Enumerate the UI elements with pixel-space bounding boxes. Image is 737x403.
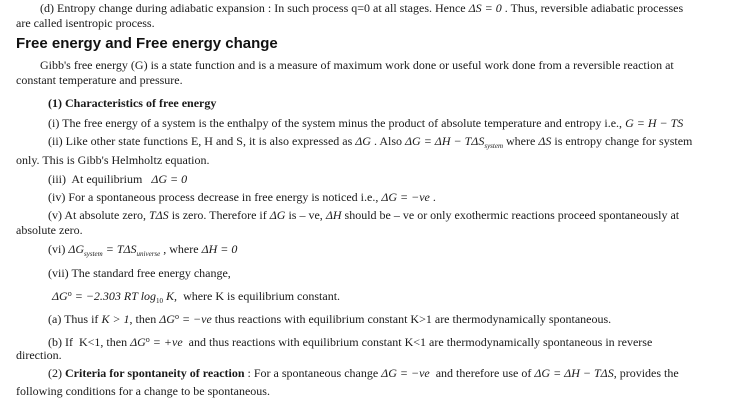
point-b-continued [16,348,62,362]
math-expression: K > 1 [101,312,130,326]
text: , then [129,312,160,326]
criteria-spontaneity-line [48,366,679,380]
text: (v) At absolute zero, [48,208,149,222]
subheading-text: (1) Characteristics of free energy [48,96,217,110]
text: (d) Entropy change during adiabatic expansion : In such process q=0 at all stages. Hence [40,1,469,15]
point-i [48,116,683,130]
text: (a) Thus if [48,312,102,326]
text: : For a spontaneous change [244,366,382,380]
gibbs-definition-line-2 [16,73,183,87]
math-expression: ΔG [52,289,68,303]
text: where [503,134,539,148]
point-b [48,333,652,349]
math-expression: ΔG [269,208,286,222]
math-expression: ΔG = −ve [381,366,430,380]
math-expression: = −ve [178,312,212,326]
point-iii [48,172,187,186]
text: thus reactions with equilibrium constant K>1 are thermodynamically spontaneous. [211,312,612,326]
entropy-adiabatic-line [40,1,683,15]
text: (iv) For a spontaneous process decrease in free energy is noticed i.e., [48,190,382,204]
text: , where [160,242,202,256]
math-expression: ΔG = −ve [381,190,430,204]
point-a [48,310,611,326]
text: (vi) [48,242,69,256]
text: (2) [48,366,65,380]
text: is zero. Therefore if [168,208,270,222]
text: constant temperature and pressure. [16,73,183,87]
text: and therefore use of [429,366,535,380]
text: following conditions for a change to be spontaneous. [16,384,270,398]
math-expression: ΔG = ΔH − TΔS [534,366,614,380]
subscript: system [484,142,504,150]
text: direction. [16,348,62,362]
math-expression: = TΔS [102,242,137,256]
text: , provides the [613,366,679,380]
math-expression: = −2.303 RT log [71,289,157,303]
subscript: 10 [156,297,164,305]
math-expression: ΔS [538,134,552,148]
text: and thus reactions with equilibrium constant K<1 are thermodynamically spontaneous in reverse [182,335,653,349]
text: . [429,190,436,204]
math-expression: ΔG [68,242,85,256]
math-expression: ΔG [130,335,146,349]
point-ii [48,134,692,153]
criteria-spontaneity-continued [16,384,270,398]
point-v-continued [16,223,83,237]
subscript: system [84,250,103,258]
math-expression: ΔG [355,134,371,148]
point-iv [48,190,436,204]
text: where K is equilibrium constant. [177,289,341,303]
text: are called isentropic process. [16,16,155,30]
math-expression: G = H − TS [625,116,684,130]
math-expression: ΔG [159,312,175,326]
text: . Thus, reversible adiabatic processes [501,1,684,15]
text: Gibb's free energy (G) is a state function and is a measure of maximum work done or useful work done from a reversible reaction at [40,58,674,72]
math-expression: = +ve [149,335,183,349]
point-vi [48,242,237,261]
text: (vii) The standard free energy change, [48,266,231,280]
text: (iii) At equilibrium [48,172,152,186]
subheading-characteristics [48,96,216,110]
text: should be – ve or only exothermic reactions proceed spontaneously at [341,208,680,222]
point-vii [48,266,231,280]
section-heading: Free energy and Free energy change [16,35,278,52]
math-expression: K, [163,289,178,303]
math-expression: ΔG = ΔH − TΔS [405,134,485,148]
text: (b) If K<1, then [48,335,131,349]
point-ii-continued [16,153,209,167]
math-expression: ΔG = 0 [151,172,188,186]
isentropic-line [16,16,155,30]
bold-phrase: Criteria for spontaneity of reaction [65,366,245,380]
math-expression: TΔS [148,208,169,222]
text: (ii) Like other state functions E, H and S, it is also expressed as [48,134,356,148]
math-expression: ΔS = 0 [468,1,502,15]
superscript: o [145,335,150,344]
point-v [48,208,679,222]
text: is – ve, [285,208,326,222]
text: is entropy change for system [551,134,693,148]
gibbs-definition-line [40,58,674,72]
superscript: o [174,312,179,321]
math-expression: ΔH = 0 [201,242,238,256]
subscript: universe [136,250,161,258]
text: only. This is Gibb's Helmholtz equation. [16,153,210,167]
superscript: o [67,289,72,298]
text: absolute zero. [16,223,83,237]
text: . Also [370,134,405,148]
text: (i) The free energy of a system is the enthalpy of the system minus the product of absolute temperature and entropy i.e., [48,116,626,130]
math-expression: ΔH [325,208,342,222]
standard-free-energy-equation [52,287,340,308]
